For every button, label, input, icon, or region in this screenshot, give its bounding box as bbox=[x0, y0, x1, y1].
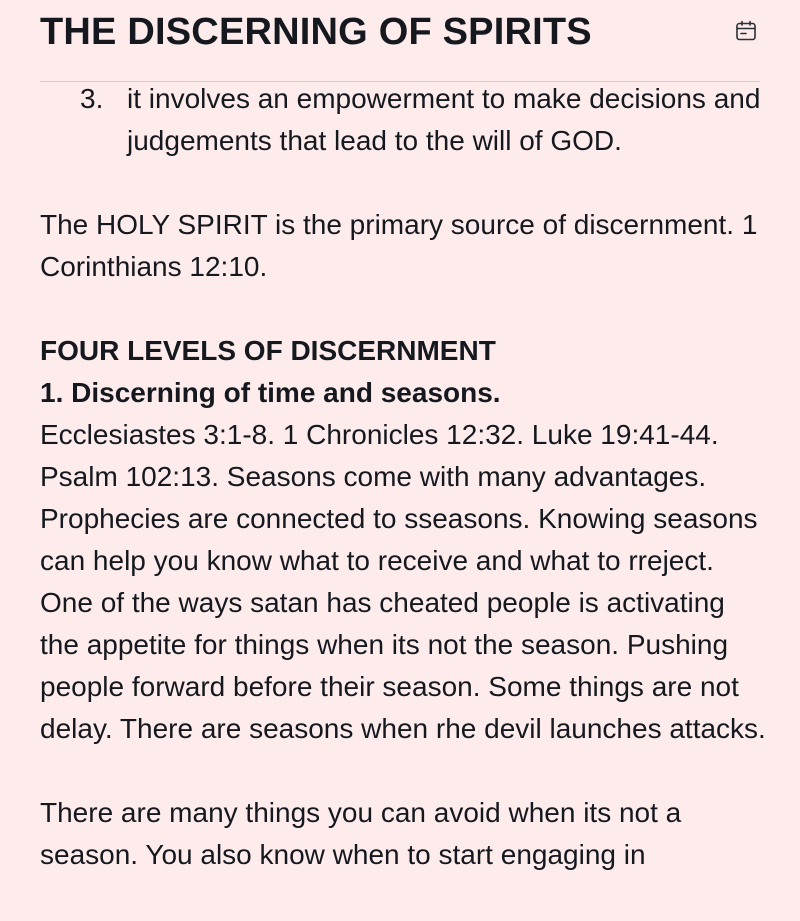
subheading-time-seasons: 1. Discerning of time and seasons. bbox=[40, 377, 501, 408]
list-item bbox=[40, 78, 770, 162]
blank-line bbox=[40, 750, 770, 792]
blank-line bbox=[40, 288, 770, 330]
paragraph-avoid: There are many things you can avoid when its not a season. You also know when to start engaging in bbox=[40, 797, 682, 870]
calendar-icon[interactable] bbox=[734, 19, 758, 43]
paragraph-holy-spirit: The HOLY SPIRIT is the primary source of discernment. 1 Corinthians 12:10. bbox=[40, 209, 758, 282]
note-header bbox=[0, 0, 800, 82]
blank-line bbox=[40, 162, 770, 204]
note-title[interactable]: THE DISCERNING OF SPIRITS bbox=[40, 11, 592, 53]
list-item-number: 3. bbox=[80, 83, 104, 114]
list-item-text: it involves an empowerment to make decisions and judgements that lead to the will of GOD. bbox=[127, 83, 761, 156]
paragraph-seasons: Ecclesiastes 3:1-8. 1 Chronicles 12:32. Luke 19:41-44. Psalm 102:13. Seasons come with many advantages. Prophecies are connected to sseasons. Knowing seasons can help you know what to receive and what to rreject. One of the ways satan has cheated people is activating the appetite for things when its not the season. Pushing people forward before their season. Some things are not delay. There are seasons when rhe devil launches attacks. bbox=[40, 419, 766, 744]
note-body[interactable] bbox=[40, 78, 770, 876]
section-heading: FOUR LEVELS OF DISCERNMENT bbox=[40, 335, 496, 366]
